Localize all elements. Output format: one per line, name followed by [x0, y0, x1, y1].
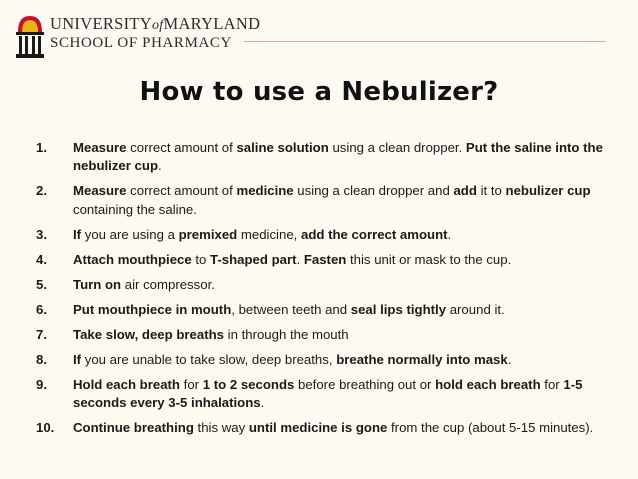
header-divider: [244, 41, 606, 42]
step-number: 2.: [36, 183, 47, 199]
step-text: Put mouthpiece in mouth, between teeth and seal lips tightly around it.: [73, 301, 505, 317]
step-item: [36, 351, 616, 369]
step-number: 8.: [36, 351, 47, 367]
step-item: [36, 326, 616, 344]
step-text: Continue breathing this way until medicine is gone from the cup (about 5-15 minutes).: [73, 420, 594, 436]
step-text: Take slow, deep breaths in through the mouth: [73, 326, 349, 342]
step-number: 1.: [36, 140, 47, 155]
step-text: Measure correct amount of saline solution using a clean dropper. Put the saline into the nebulizer cup.: [73, 140, 603, 174]
step-number: 4.: [36, 251, 47, 267]
university-crest-icon: [14, 12, 46, 60]
slide-title: How to use a Nebulizer?: [139, 77, 499, 107]
step-number: 7.: [36, 326, 47, 342]
step-text: If you are using a premixed medicine, add the correct amount.: [73, 226, 452, 242]
step-item: [36, 376, 616, 413]
step-text: If you are unable to take slow, deep breaths, breathe normally into mask.: [73, 351, 512, 367]
step-text: Measure correct amount of medicine using a clean dropper and add it to nebulizer cup containing the saline.: [73, 183, 591, 217]
step-number: 6.: [36, 301, 47, 317]
step-number: 3.: [36, 226, 47, 242]
step-item: [36, 139, 616, 176]
logo-university-name: UNIVERSITYofMARYLAND: [50, 14, 261, 33]
step-text: Hold each breath for 1 to 2 seconds before breathing out or hold each breath for 1-5 seconds every 3-5 inhalations.: [73, 376, 583, 411]
step-item: [36, 226, 616, 244]
step-number: 5.: [36, 276, 47, 292]
logo-school-name: SCHOOL OF PHARMACY: [50, 35, 232, 51]
step-item: [36, 301, 616, 319]
university-logo: [50, 14, 260, 52]
step-item: [36, 419, 616, 437]
step-text: Turn on air compressor.: [73, 276, 215, 292]
step-item: [36, 251, 616, 269]
step-text: Attach mouthpiece to T-shaped part. Fasten this unit or mask to the cup.: [73, 251, 512, 267]
step-number: 9.: [36, 376, 47, 392]
steps-list: [36, 139, 616, 444]
step-item: [36, 276, 616, 294]
step-number: 10.: [36, 420, 55, 436]
step-item: [36, 182, 616, 219]
header: [0, 0, 638, 70]
